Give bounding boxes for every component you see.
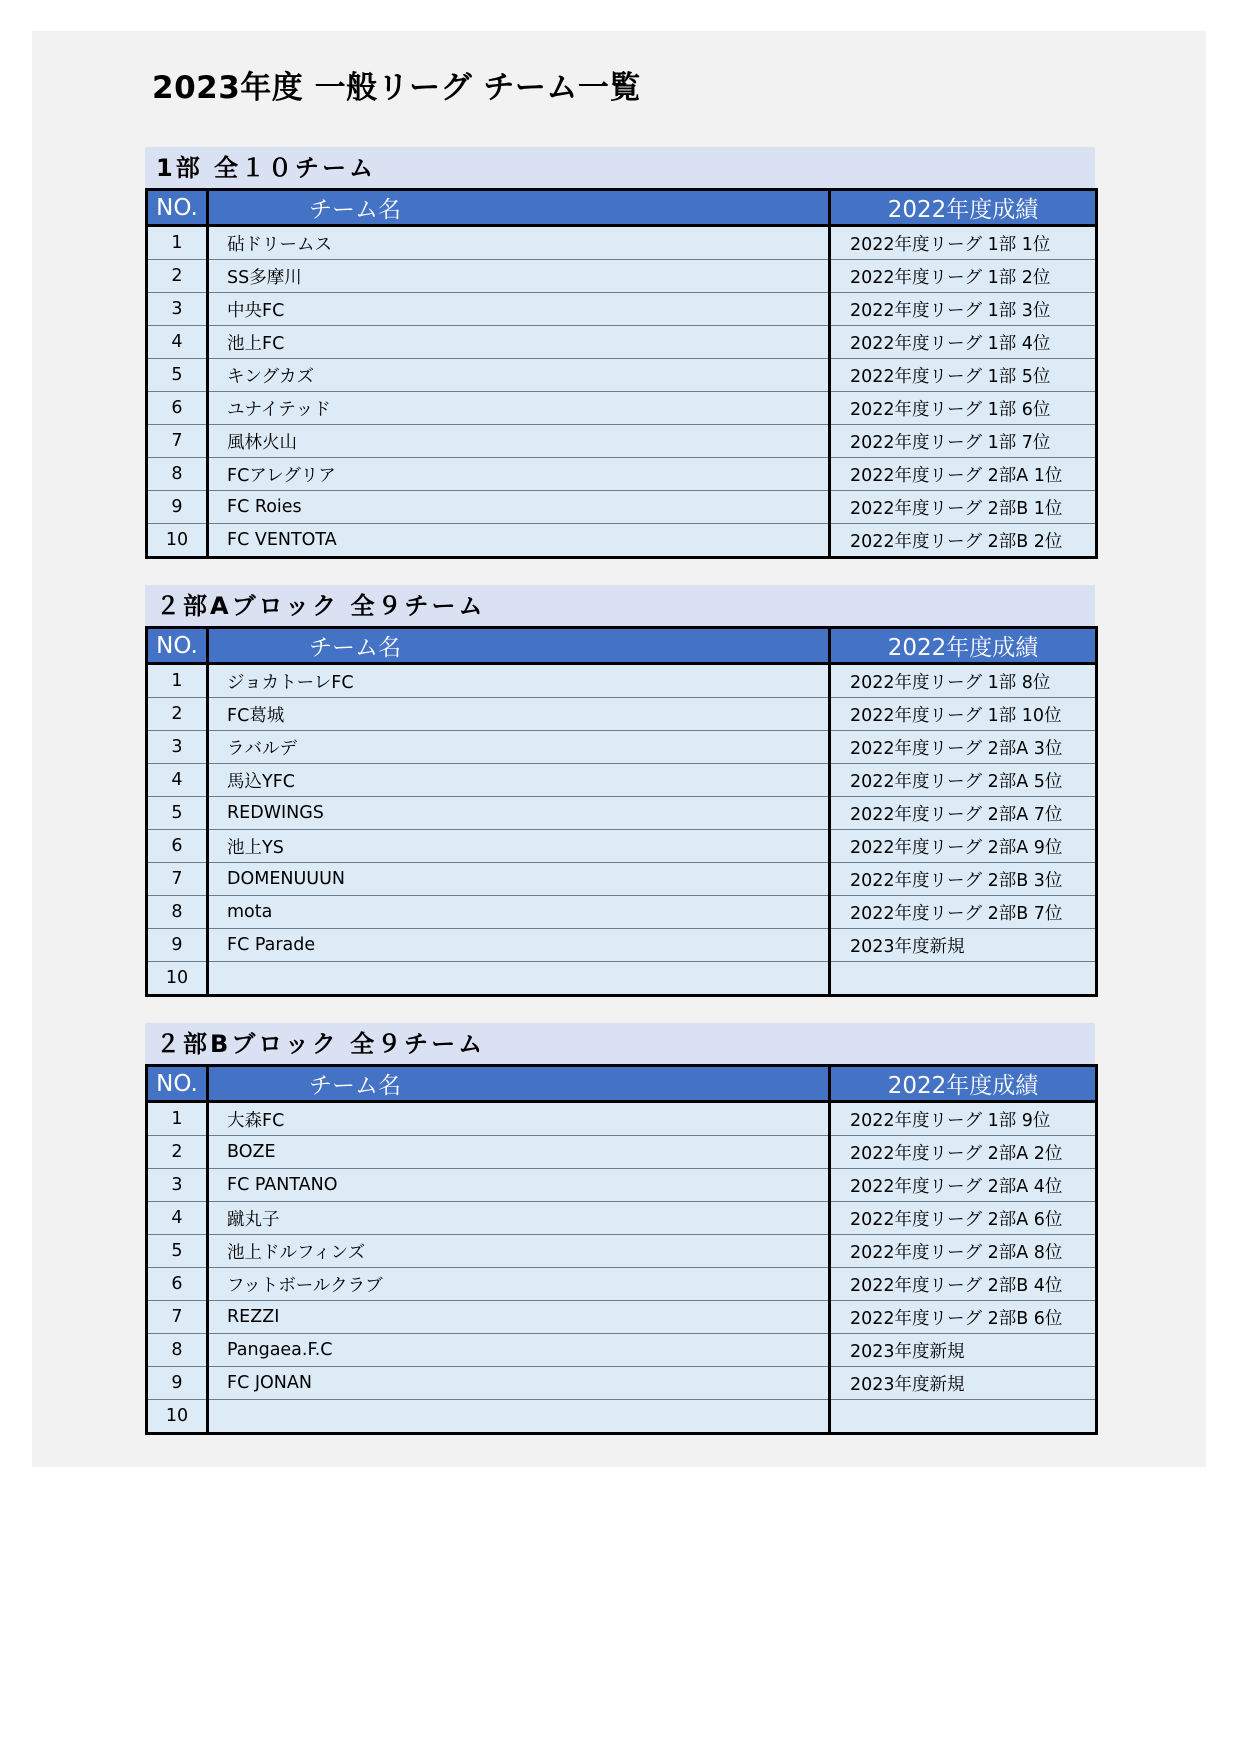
column-header-record: 2022年度成績 [830,190,1097,226]
row-number: 3 [147,1169,208,1202]
team-record: 2022年度リーグ 1部 5位 [830,359,1097,392]
column-header-no: NO. [147,190,208,226]
row-number: 5 [147,1235,208,1268]
row-number: 2 [147,1136,208,1169]
table-row [147,1400,1097,1434]
team-record: 2023年度新規 [830,1334,1097,1367]
team-name: ラバルデ [208,731,830,764]
team-record [830,1400,1097,1434]
row-number: 4 [147,326,208,359]
page-title: 2023年度 一般リーグ チーム一覧 [152,70,641,106]
row-number: 3 [147,293,208,326]
table-row [147,698,1097,731]
team-record: 2023年度新規 [830,1367,1097,1400]
team-name: 池上ドルフィンズ [208,1235,830,1268]
table-row [147,1202,1097,1235]
team-name [208,1400,830,1434]
team-name: SS多摩川 [208,260,830,293]
table-row [147,929,1097,962]
team-name: 馬込YFC [208,764,830,797]
team-record: 2022年度リーグ 2部B 6位 [830,1301,1097,1334]
team-name: ユナイテッド [208,392,830,425]
team-name: 池上FC [208,326,830,359]
row-number: 10 [147,962,208,996]
row-number: 6 [147,830,208,863]
team-record: 2022年度リーグ 1部 3位 [830,293,1097,326]
table-header-row [147,1066,1097,1102]
row-number: 5 [147,797,208,830]
team-record: 2022年度リーグ 2部A 3位 [830,731,1097,764]
team-name: Pangaea.F.C [208,1334,830,1367]
row-number: 9 [147,1367,208,1400]
team-name: FCアレグリア [208,458,830,491]
column-header-team-name: チーム名 [208,190,830,226]
team-record: 2022年度リーグ 1部 4位 [830,326,1097,359]
row-number: 10 [147,1400,208,1434]
table-row [147,896,1097,929]
row-number: 1 [147,226,208,260]
team-record: 2022年度リーグ 2部A 1位 [830,458,1097,491]
team-record: 2022年度リーグ 2部B 7位 [830,896,1097,929]
row-number: 8 [147,896,208,929]
column-header-no: NO. [147,1066,208,1102]
table-row [147,962,1097,996]
team-name: FC JONAN [208,1367,830,1400]
table-row [147,491,1097,524]
team-record: 2022年度リーグ 2部A 9位 [830,830,1097,863]
table-row [147,1268,1097,1301]
team-record: 2022年度リーグ 2部B 4位 [830,1268,1097,1301]
row-number: 8 [147,458,208,491]
table-row [147,293,1097,326]
team-name: mota [208,896,830,929]
team-record: 2022年度リーグ 2部A 5位 [830,764,1097,797]
table-row [147,1136,1097,1169]
team-record: 2022年度リーグ 2部B 1位 [830,491,1097,524]
table-row [147,830,1097,863]
team-record: 2022年度リーグ 2部B 3位 [830,863,1097,896]
column-header-record: 2022年度成績 [830,628,1097,664]
table-header-row [147,190,1097,226]
table-row [147,458,1097,491]
team-name: REZZI [208,1301,830,1334]
table-row [147,1367,1097,1400]
team-record: 2022年度リーグ 2部A 4位 [830,1169,1097,1202]
team-record: 2022年度リーグ 2部A 8位 [830,1235,1097,1268]
team-record: 2022年度リーグ 1部 8位 [830,664,1097,698]
row-number: 9 [147,491,208,524]
column-header-record: 2022年度成績 [830,1066,1097,1102]
section-title: ２部Bブロック 全９チーム [145,1023,1095,1064]
table-row [147,731,1097,764]
row-number: 3 [147,731,208,764]
team-name: 砧ドリームス [208,226,830,260]
section-title: 1部 全１０チーム [145,147,1095,188]
column-header-team-name: チーム名 [208,1066,830,1102]
team-table [145,188,1098,559]
team-name: 池上YS [208,830,830,863]
row-number: 4 [147,764,208,797]
team-record: 2022年度リーグ 2部A 2位 [830,1136,1097,1169]
row-number: 2 [147,260,208,293]
row-number: 10 [147,524,208,558]
table-row [147,764,1097,797]
team-record [830,962,1097,996]
row-number: 6 [147,1268,208,1301]
table-row [147,326,1097,359]
table-row [147,226,1097,260]
section-division-2b [145,1023,1095,1435]
team-name: FC Roies [208,491,830,524]
table-row [147,1169,1097,1202]
table-row [147,524,1097,558]
table-row [147,797,1097,830]
row-number: 4 [147,1202,208,1235]
team-record: 2022年度リーグ 2部A 7位 [830,797,1097,830]
team-name: 風林火山 [208,425,830,458]
team-record: 2022年度リーグ 1部 10位 [830,698,1097,731]
row-number: 2 [147,698,208,731]
row-number: 7 [147,1301,208,1334]
team-name: 大森FC [208,1102,830,1136]
table-row [147,425,1097,458]
team-name: 蹴丸子 [208,1202,830,1235]
row-number: 6 [147,392,208,425]
team-record: 2022年度リーグ 1部 1位 [830,226,1097,260]
team-name: FC VENTOTA [208,524,830,558]
team-record: 2022年度リーグ 2部B 2位 [850,531,1063,552]
table-row [147,863,1097,896]
team-name: フットボールクラブ [208,1268,830,1301]
section-division-1 [145,147,1095,559]
row-number: 7 [147,425,208,458]
table-row [147,1334,1097,1367]
table-row [147,664,1097,698]
row-number: 5 [147,359,208,392]
team-name: ジョカトーレFC [208,664,830,698]
team-name: REDWINGS [208,797,830,830]
section-division-2a [145,585,1095,997]
team-name: FC Parade [208,929,830,962]
team-name: BOZE [208,1136,830,1169]
team-record: 2022年度リーグ 2部A 6位 [830,1202,1097,1235]
team-name: キングカズ [208,359,830,392]
team-record: 2022年度リーグ 1部 7位 [830,425,1097,458]
team-table [145,626,1098,997]
row-number: 9 [147,929,208,962]
row-number: 1 [147,664,208,698]
column-header-team-name: チーム名 [208,628,830,664]
team-name: FC PANTANO [208,1169,830,1202]
column-header-no: NO. [147,628,208,664]
table-row [147,1102,1097,1136]
team-table [145,1064,1098,1435]
team-name: 中央FC [208,293,830,326]
team-record: 2022年度リーグ 1部 6位 [830,392,1097,425]
team-name: DOMENUUUN [208,863,830,896]
team-name: FC葛城 [208,698,830,731]
table-row [147,1235,1097,1268]
table-header-row [147,628,1097,664]
team-record: 2023年度新規 [830,929,1097,962]
team-name [208,962,830,996]
row-number: 1 [147,1102,208,1136]
section-title: ２部Aブロック 全９チーム [145,585,1095,626]
row-number: 7 [147,863,208,896]
table-row [147,1301,1097,1334]
team-record: 2022年度リーグ 1部 9位 [830,1102,1097,1136]
row-number: 8 [147,1334,208,1367]
table-row [147,392,1097,425]
table-row [147,260,1097,293]
table-row [147,359,1097,392]
team-record: 2022年度リーグ 1部 2位 [830,260,1097,293]
